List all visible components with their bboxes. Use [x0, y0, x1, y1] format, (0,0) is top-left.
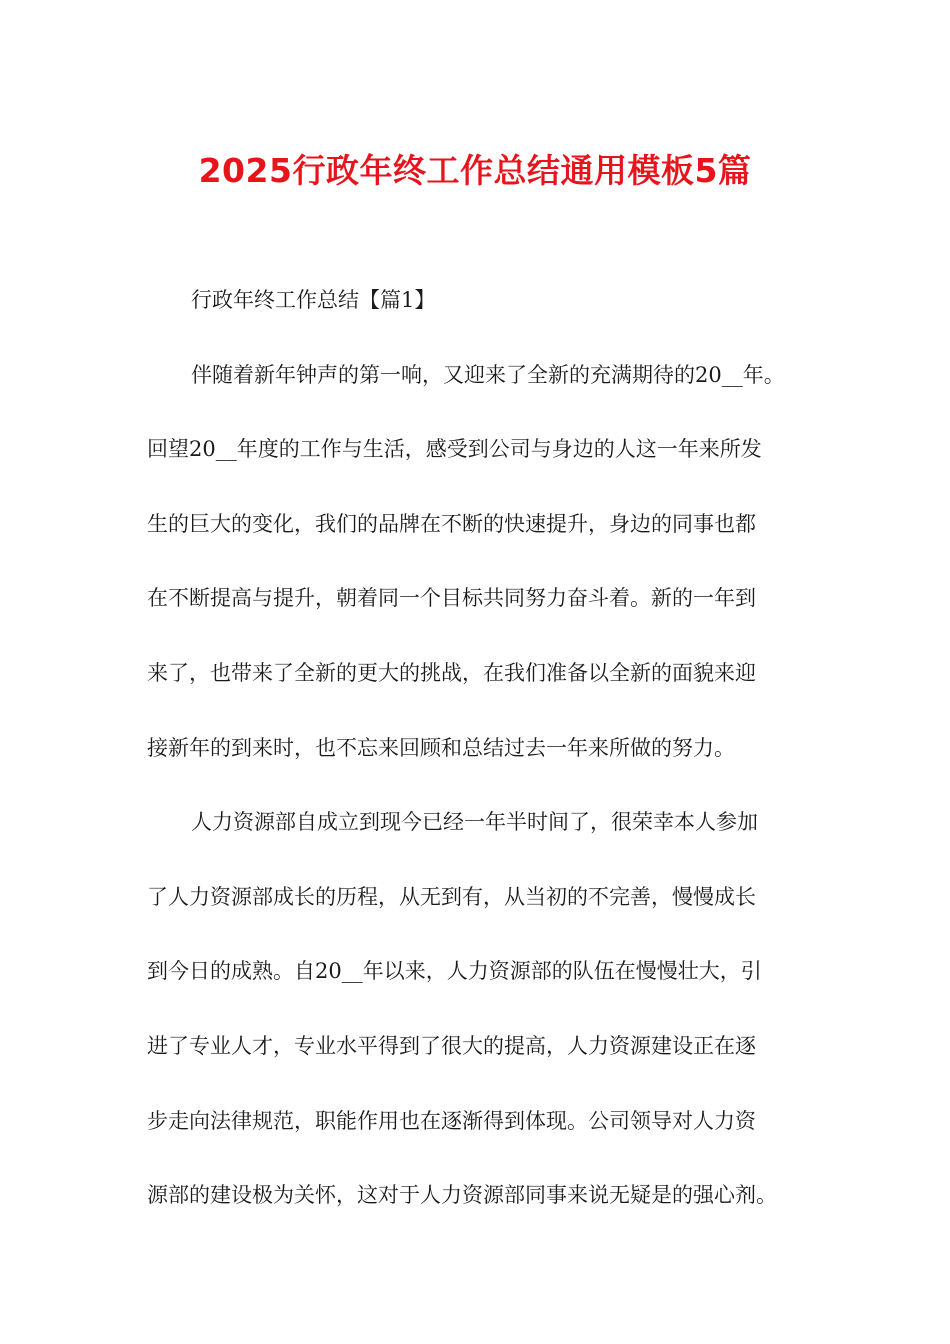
paragraph-2-line-6: 源部的建设极为关怀，这对于人力资源部同事来说无疑是的强心剂。 — [147, 1183, 777, 1208]
document-title: 2025行政年终工作总结通用模板5篇 — [198, 151, 752, 190]
document-body — [147, 283, 807, 1253]
paragraph-2-line-3: 到今日的成熟。自20__年以来，人力资源部的队伍在慢慢壮大，引 — [147, 959, 762, 984]
paragraph-1-line-3: 生的巨大的变化，我们的品牌在不断的快速提升，身边的同事也都 — [147, 511, 756, 536]
paragraph-1-line-5: 来了，也带来了全新的更大的挑战，在我们准备以全新的面貌来迎 — [147, 660, 756, 685]
section-heading: 行政年终工作总结【篇1】 — [191, 288, 436, 312]
paragraph-2-line-2: 了人力资源部成长的历程，从无到有，从当初的不完善，慢慢成长 — [147, 884, 756, 909]
paragraph-2-line-5: 步走向法律规范，职能作用也在逐渐得到体现。公司领导对人力资 — [147, 1108, 756, 1133]
paragraph-1-line-4: 在不断提高与提升，朝着同一个目标共同努力奋斗着。新的一年到 — [147, 586, 756, 611]
paragraph-2-line-4: 进了专业人才，专业水平得到了很大的提高，人力资源建设正在逐 — [147, 1033, 756, 1058]
paragraph-2-line-1: 人力资源部自成立到现今已经一年半时间了，很荣幸本人参加 — [191, 810, 758, 835]
paragraph-1-line-1: 伴随着新年钟声的第一响，又迎来了全新的充满期待的20__年。 — [191, 362, 785, 387]
paragraph-1-line-2: 回望20__年度的工作与生活，感受到公司与身边的人这一年来所发 — [147, 437, 762, 462]
paragraph-1-line-6: 接新年的到来时，也不忘来回顾和总结过去一年来所做的努力。 — [147, 735, 735, 760]
